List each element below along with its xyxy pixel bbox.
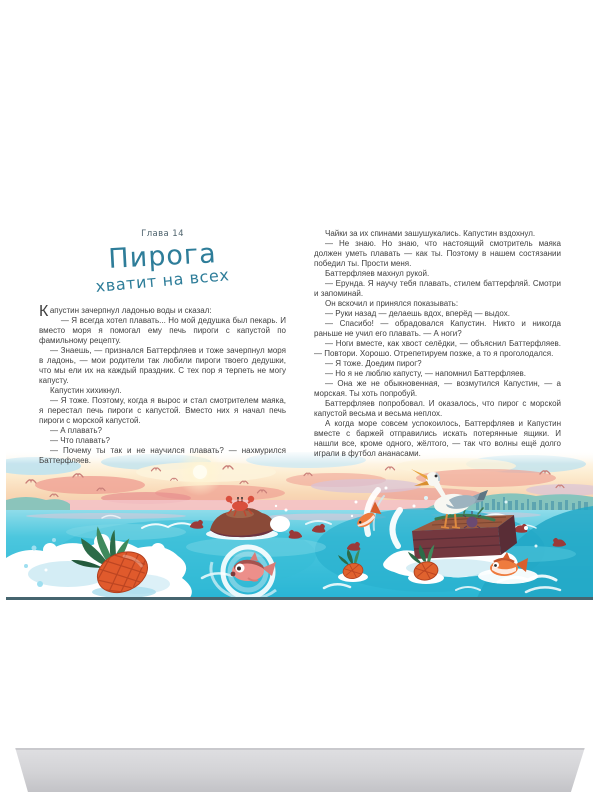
- right-text-column: [314, 229, 561, 484]
- paragraph: [39, 303, 286, 320]
- paragraph: — Почему ты так и не научился плавать? — нахмурился Баттерфляев.: [39, 446, 286, 465]
- paragraph: — Не знаю. Но знаю, что настоящий смотритель маяка должен уметь плавать — как ты. Поэтому в нашем состязании победил ты. Прости меня.: [314, 239, 561, 268]
- paragraph: Баттерфляев махнул рукой.: [325, 269, 430, 278]
- paragraph: Он вскочил и принялся показывать:: [325, 299, 459, 308]
- paragraph: — Я тоже. Доедим пирог?: [325, 359, 422, 368]
- chapter-title-line1: Пирога: [107, 238, 218, 275]
- chapter-heading: [39, 229, 286, 296]
- paragraph: — Ноги вместе, как хвост селёдки, — объяснил Баттерфляев. — Повтори. Хорошо. Отрепетируем позже, а то я проголодался.: [314, 339, 561, 358]
- chapter-number: Глава 14: [141, 229, 184, 239]
- paragraph: Чайки за их спинами зашушукались. Капустин вздохнул.: [325, 229, 536, 238]
- page-stack-edge: [13, 748, 587, 792]
- paragraph: — А плавать?: [50, 426, 102, 435]
- paragraph: — Что плавать?: [50, 436, 110, 445]
- paragraph: — Она же не обыкновенная, — возмутился Капустин, — а морская. Ты хоть попробуй.: [314, 379, 561, 398]
- left-text-column: [39, 303, 286, 472]
- paragraph: — Я тоже. Поэтому, когда я вырос и стал смотрителем маяка, я перестал печь пироги с капустой. Вместо них я начал печь пироги с морской капустой.: [39, 396, 286, 425]
- paragraph: — Знаешь, — признался Баттерфляев и тоже зачерпнул моря в ладонь, — мои родители так любили пироги твоего дедушки, что мы ели их на каждый праздник. С тех пор я терпеть не могу капусту.: [39, 346, 286, 385]
- paragraph: — Но я не люблю капусту, — напомнил Баттерфляев.: [325, 369, 526, 378]
- dropcap-letter: К: [39, 303, 49, 320]
- paragraph: Баттерфляев попробовал. И оказалось, что пирог с морской капустой весьма и весьма неплох.: [314, 399, 561, 418]
- illustration-bottom-edge: [6, 597, 593, 600]
- paragraph: — Руки назад — делаешь вдох, вперёд — выдох.: [325, 309, 510, 318]
- paragraph: Капустин хихикнул.: [50, 386, 122, 395]
- paragraph: А когда море совсем успокоилось, Баттерфляев и Капустин вместе с баржей отправились искать потерянные ящики. И нашли все, кроме одного, жёлтого, — так что волны ещё долго играли в футбол ананасами.: [314, 419, 561, 458]
- paragraph-text: апустин зачерпнул ладонью воды и сказал:: [49, 306, 212, 315]
- chapter-title-line2: хватит на всех: [94, 265, 231, 296]
- paragraph: — Я всегда хотел плавать... Но мой дедушка был пекарь. И вместо моря я помогал ему печь пироги с капустой по фамильному рецепту.: [39, 316, 286, 345]
- paragraph: — Ерунда. Я научу тебя плавать, стилем баттерфляй. Смотри и запоминай.: [314, 279, 561, 298]
- paragraph: — Спасибо! — обрадовался Капустин. Никто и никогда раньше не учил его плавать. — А ноги?: [314, 319, 561, 338]
